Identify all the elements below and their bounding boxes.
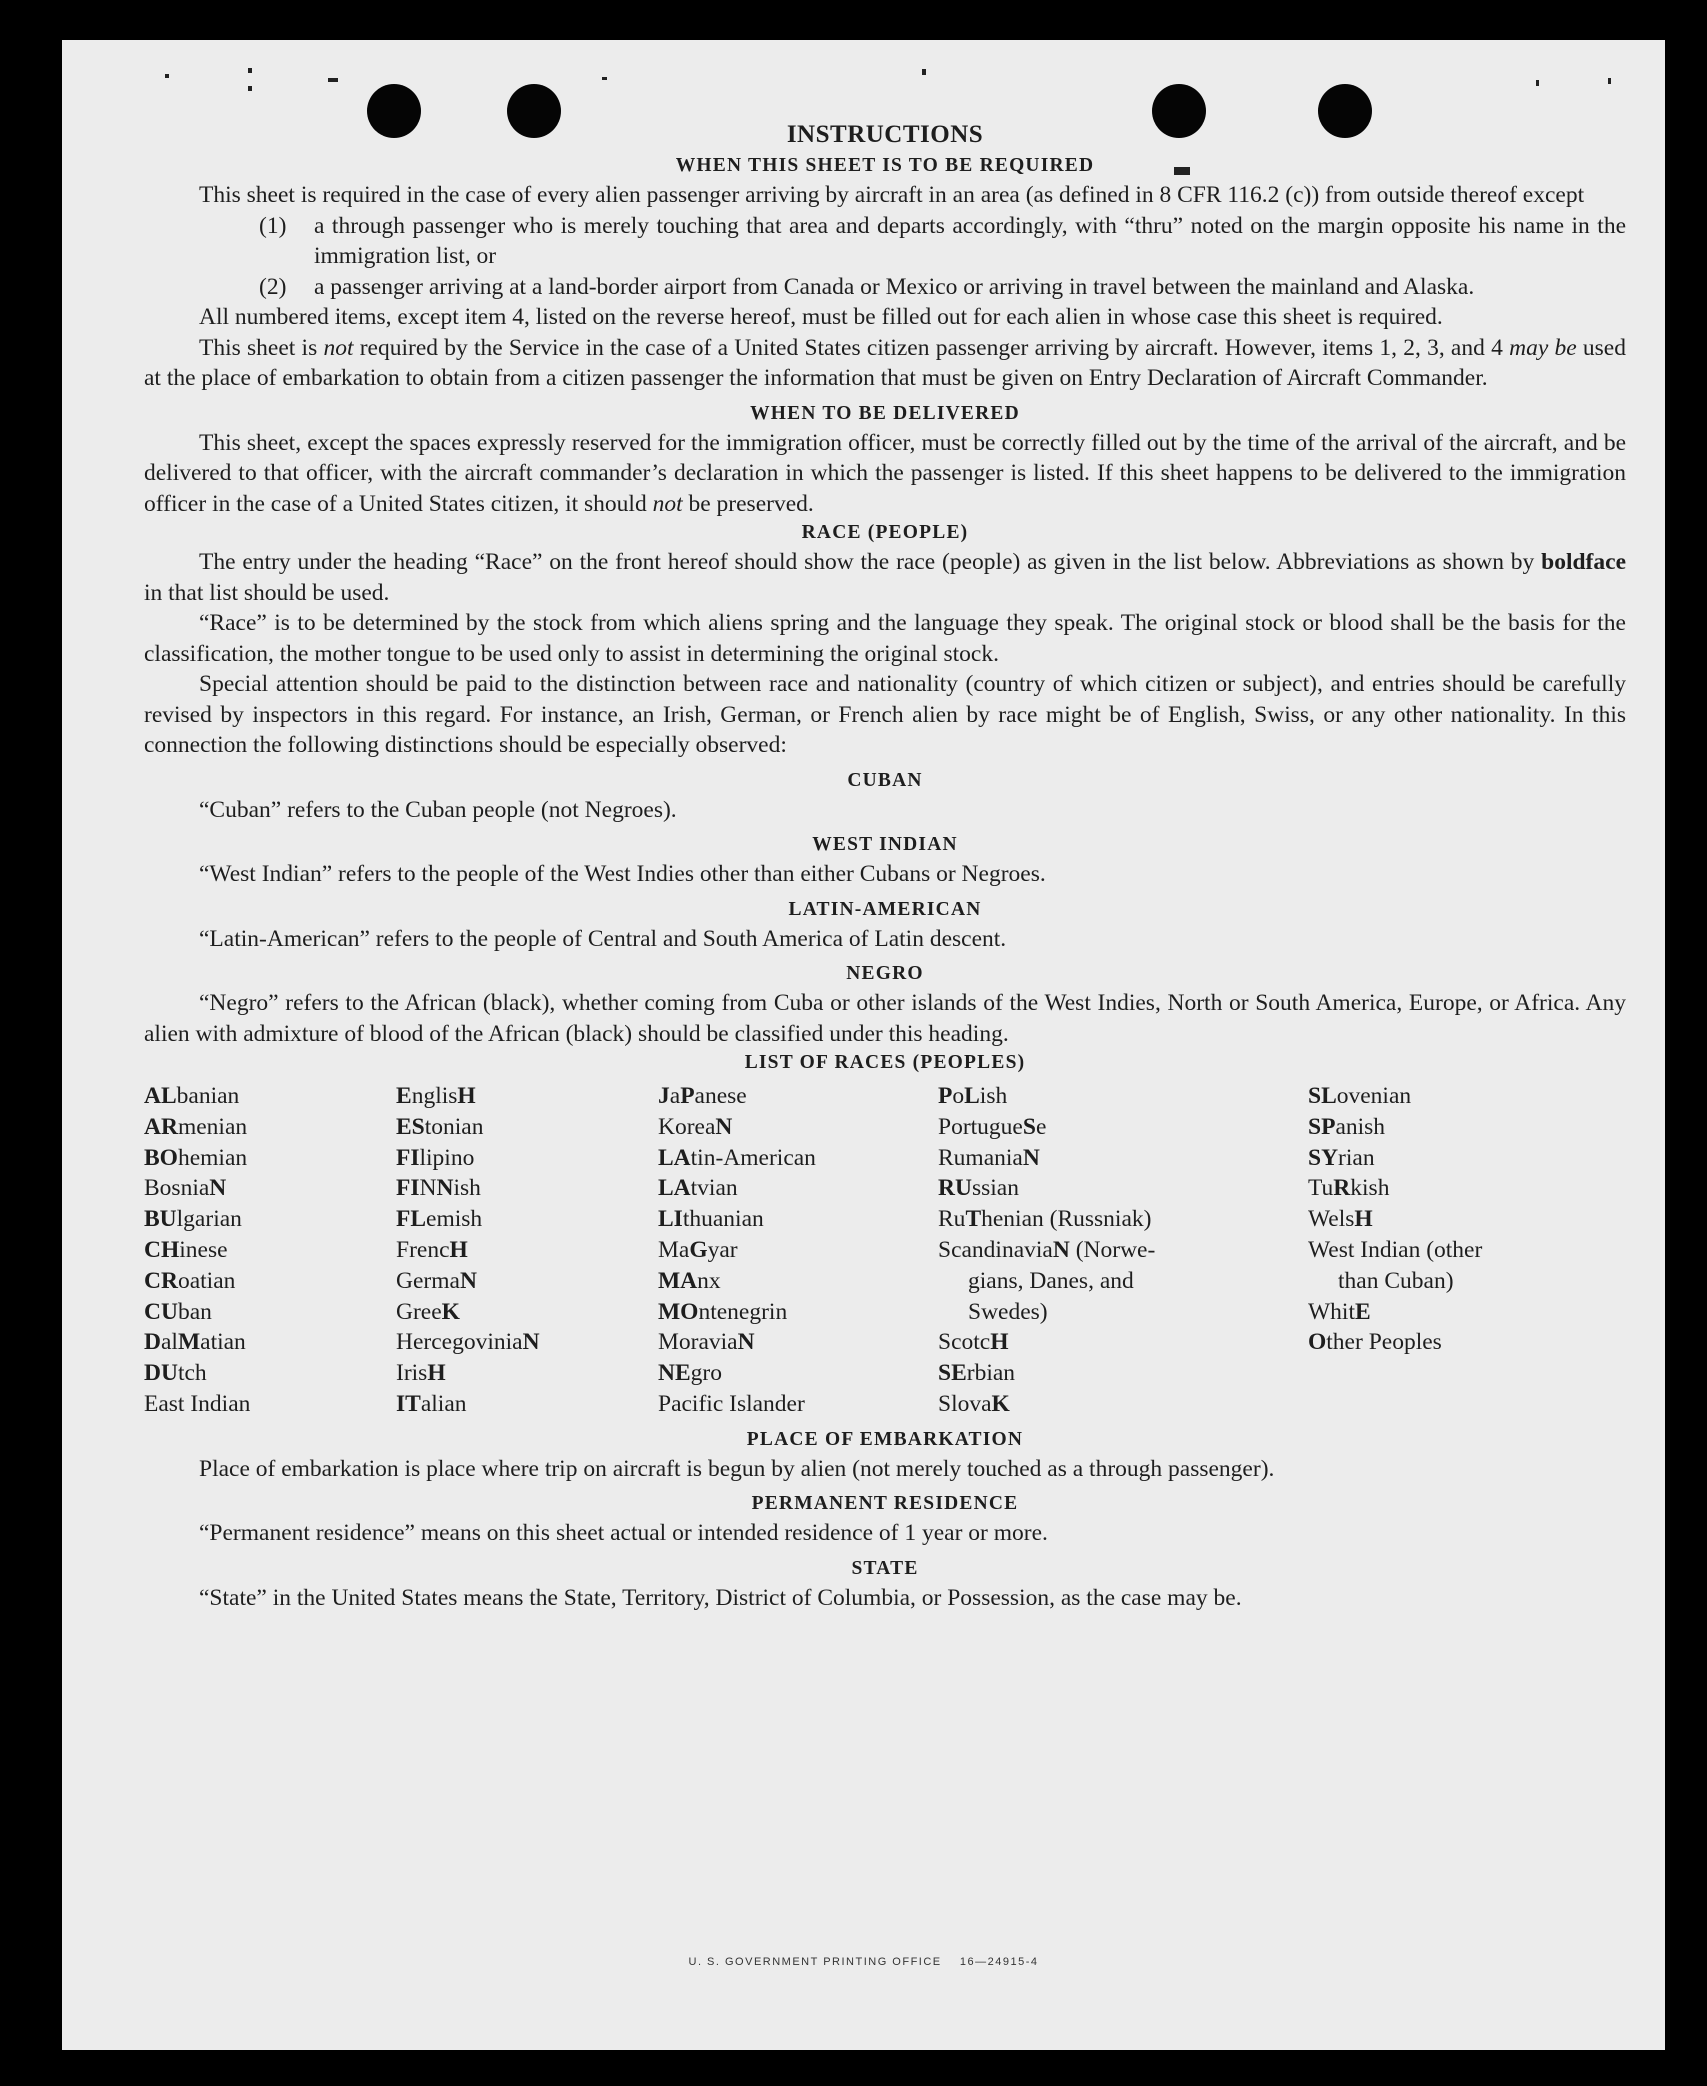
race-name-part: Pacific Islander [658, 1390, 805, 1417]
race-name-part: nx [697, 1267, 721, 1294]
west-indian-definition: “West Indian” refers to the people of the West Indies other than either Cubans or Negroes. [199, 861, 1046, 887]
race-entry [396, 1358, 658, 1389]
race-abbreviation-part: MA [658, 1267, 698, 1294]
race-name-part: rbian [966, 1360, 1016, 1387]
race-entry [1308, 1327, 1560, 1358]
race-name-part: a [669, 1083, 681, 1109]
race-entry [396, 1173, 658, 1204]
race-entry [938, 1112, 1228, 1143]
race-name-part: ssian [971, 1175, 1019, 1202]
race-abbreviation-part: FI [396, 1175, 420, 1202]
race-name-part: Rumania [938, 1144, 1023, 1171]
race-name-part: Germa [396, 1267, 460, 1294]
delivered-text-a: This sheet, except the spaces expressly reserved for the immigration officer, must be correctly filled out by the time of the arrival of the aircraft, and be delivered to that officer, with the aircraft commander’s declaration in which the passenger is listed. If this sheet happens to be delivered to the immigration officer in the case of a United States citizen, it should [144, 429, 1626, 517]
race-name-part: Hercegovinia [396, 1329, 523, 1356]
race-name-part: tonian [424, 1113, 484, 1140]
races-list [144, 1081, 1626, 1420]
race-entry [938, 1327, 1228, 1358]
latin-american-definition: “Latin-American” refers to the people of Central and South America of Latin descent. [199, 925, 1007, 952]
race-entry [144, 1173, 396, 1204]
race-name-part: N [419, 1175, 437, 1202]
race-name-part: kish [1350, 1175, 1390, 1202]
race-name-part: atian [200, 1329, 246, 1356]
race-entry [144, 1204, 396, 1235]
race-name-part: than Cuban) [1338, 1267, 1454, 1294]
race-entry [396, 1112, 658, 1143]
race-abbreviation-part: BO [144, 1144, 178, 1171]
race-name-part: anish [1335, 1113, 1386, 1140]
heading-embarkation: PLACE OF EMBARKATION [746, 1428, 1024, 1450]
race-name-part: Gree [396, 1298, 442, 1325]
citizen-paragraph [144, 333, 1626, 394]
race-name-part: Wels [1308, 1206, 1355, 1233]
race-paragraph-3: Special attention should be paid to the distinction between race and nationality (country of which citizen or subject), and entries should be carefully revised by inspectors in this regard. For instance, an Irish, German, or French alien by race might be of English, Swiss, or any other nationality. In this connection the following distinctions should be especially observed: [144, 671, 1626, 758]
race-name-part: Scotc [938, 1329, 991, 1356]
scan-speck [248, 86, 252, 91]
race-entry [938, 1143, 1228, 1174]
race-entry [1308, 1081, 1560, 1112]
race-abbreviation-part: N [459, 1267, 477, 1294]
race-entry [658, 1173, 938, 1204]
race-entry [938, 1204, 1228, 1235]
race-boldface-word: boldface [1541, 549, 1626, 575]
exception-text: a through passenger who is merely touching that area and departs accordingly, with “thru” noted on the margin opposite his name in the immigration list, or [314, 212, 1626, 269]
state-definition: “State” in the United States means the State, Territory, District of Columbia, or Possession, as the case may be. [199, 1584, 1242, 1611]
heading-state: STATE [851, 1557, 919, 1579]
race-entry [1308, 1297, 1560, 1328]
race-name-part: alian [420, 1390, 467, 1417]
race-abbreviation-part: SE [938, 1360, 967, 1387]
races-column-1 [144, 1081, 396, 1420]
delivered-emphasis-not: not [652, 490, 683, 517]
race-abbreviation-part: H [990, 1329, 1009, 1356]
race-abbreviation-part: ES [396, 1113, 425, 1140]
race-entry [144, 1143, 396, 1174]
race-name-part: banian [176, 1083, 240, 1109]
race-name-part: hemian [177, 1144, 248, 1171]
heading-when-delivered: WHEN TO BE DELIVERED [750, 402, 1020, 424]
citizen-emphasis-may-be: may be [1509, 334, 1577, 361]
race-entry [396, 1327, 658, 1358]
race-entry [1308, 1173, 1560, 1204]
race-abbreviation-part: N [436, 1175, 454, 1202]
race-abbreviation-part: T [965, 1206, 982, 1233]
race-abbreviation-part: M [177, 1329, 201, 1356]
race-name-part: Slova [938, 1390, 992, 1417]
race-abbreviation-part: S [1022, 1113, 1036, 1140]
race-abbreviation-part: SL [1308, 1083, 1337, 1109]
race-abbreviation-part: R [1333, 1175, 1351, 1202]
race-abbreviation-part: H [449, 1236, 468, 1263]
race-name-part: ish [979, 1083, 1008, 1109]
scan-speck [602, 77, 607, 80]
race-name-part: ban [177, 1298, 212, 1325]
race-entry [396, 1081, 658, 1112]
race-abbreviation-part: O [1308, 1329, 1327, 1356]
citizen-text-c: used at the place of embarkation to obtain from a citizen passenger the information that must be given on Entry Declaration of Aircraft Commander. [144, 334, 1626, 391]
race-abbreviation-part: P [938, 1083, 953, 1109]
race-abbreviation-part: N [1022, 1144, 1040, 1171]
race-name-part: Ru [938, 1206, 966, 1233]
exception-number: (2) [259, 273, 287, 300]
race-name-part: Iris [396, 1360, 428, 1387]
race-abbreviation-part: G [689, 1236, 708, 1263]
race-abbreviation-part: N [1052, 1236, 1070, 1263]
race-entry [396, 1389, 658, 1420]
race-entry [144, 1081, 396, 1112]
heading-cuban: CUBAN [847, 769, 923, 791]
race-name-part: emish [426, 1206, 483, 1233]
race-name-part: Scandinavia [938, 1236, 1053, 1263]
race-abbreviation-part: D [144, 1329, 161, 1356]
race-entry [658, 1235, 938, 1266]
race-name-part: Korea [658, 1113, 716, 1140]
race-abbreviation-part: AL [144, 1083, 177, 1109]
race-entry [658, 1358, 938, 1389]
race-name-part: oatian [177, 1267, 236, 1294]
instructions-body [144, 118, 1626, 1613]
race-entry-continuation [938, 1266, 1228, 1297]
race-abbreviation-part: AR [144, 1113, 178, 1140]
race-entry [144, 1297, 396, 1328]
race-name-part: Whit [1308, 1298, 1355, 1325]
heading-permanent-residence: PERMANENT RESIDENCE [751, 1493, 1019, 1515]
race-abbreviation-part: J [658, 1083, 670, 1109]
race-name-part: ish [453, 1175, 481, 1202]
race-abbreviation-part: SP [1308, 1113, 1336, 1140]
race-name-part: lgarian [176, 1206, 242, 1233]
race-abbreviation-part: MO [658, 1298, 699, 1325]
citizen-emphasis-not: not [323, 334, 354, 361]
race-name-part: tvian [690, 1175, 738, 1202]
race-name-part: tin-American [690, 1144, 816, 1171]
residence-definition: “Permanent residence” means on this sheet actual or intended residence of 1 year or more. [199, 1520, 1048, 1547]
race-name-part: o [952, 1083, 965, 1109]
race-entry [938, 1173, 1228, 1204]
scan-speck [1536, 80, 1539, 86]
races-column-2 [396, 1081, 658, 1420]
race-entry [658, 1266, 938, 1297]
delivered-paragraph [144, 428, 1626, 520]
race-abbreviation-part: CH [144, 1236, 180, 1263]
race-abbreviation-part: CU [144, 1298, 178, 1325]
race-name-part: gians, Danes, and [968, 1267, 1134, 1294]
race-name-part: e [1035, 1113, 1047, 1140]
heading-west-indian: WEST INDIAN [812, 834, 958, 855]
citizen-text-a: This sheet is [199, 334, 324, 361]
page-title: INSTRUCTIONS [786, 121, 984, 148]
numbered-items-paragraph: All numbered items, except item 4, listed on the reverse hereof, must be filled out for each alien in whose case this sheet is required. [199, 304, 1443, 330]
race-entry-continuation [938, 1297, 1228, 1328]
race-abbreviation-part: L [964, 1083, 980, 1109]
race-name-part: Moravia [658, 1329, 738, 1356]
race-name-part: thuanian [682, 1206, 764, 1233]
race-entry [396, 1297, 658, 1328]
heading-race: RACE (PEOPLE) [801, 522, 969, 543]
race-abbreviation-part: P [680, 1083, 695, 1109]
races-column-5 [1308, 1081, 1560, 1420]
race-abbreviation-part: LI [658, 1206, 683, 1233]
race-name-part: nglis [411, 1083, 458, 1109]
race-name-part: rian [1338, 1144, 1375, 1171]
race-entry [396, 1235, 658, 1266]
scan-speck [328, 78, 338, 82]
race-text-b: in that list should be used. [144, 579, 390, 606]
race-name-part: inese [179, 1236, 228, 1263]
race-name-part: lipino [419, 1144, 475, 1171]
race-entry [658, 1204, 938, 1235]
race-abbreviation-part: H [457, 1083, 476, 1109]
race-entry [396, 1204, 658, 1235]
race-name-part: ther Peoples [1326, 1329, 1442, 1356]
race-abbreviation-part: FI [396, 1144, 420, 1171]
race-name-part: Portugue [938, 1113, 1023, 1140]
race-abbreviation-part: K [991, 1390, 1010, 1417]
embarkation-definition: Place of embarkation is place where trip on aircraft is begun by alien (not merely touched as a through passenger). [199, 1455, 1275, 1482]
scan-speck [248, 68, 252, 73]
race-entry [938, 1358, 1228, 1389]
exception-number: (1) [259, 212, 287, 239]
race-name-part: West Indian (other [1308, 1236, 1483, 1263]
race-abbreviation-part: SY [1308, 1144, 1339, 1171]
race-entry [396, 1143, 658, 1174]
race-abbreviation-part: N [715, 1113, 733, 1140]
race-entry [396, 1266, 658, 1297]
race-name-part: Bosnia [144, 1175, 210, 1202]
scan-speck [922, 69, 926, 75]
race-entry [144, 1235, 396, 1266]
race-entry [938, 1389, 1228, 1420]
race-abbreviation-part: E [396, 1083, 412, 1109]
negro-definition: “Negro” refers to the African (black), whether coming from Cuba or other islands of the West Indies, North or South America, Europe, or Africa. Any alien with admixture of blood of the African (black) should be classified under this heading. [144, 990, 1626, 1047]
delivered-text-b: be preserved. [682, 490, 814, 517]
race-entry [658, 1297, 938, 1328]
race-name-part: tch [177, 1360, 207, 1387]
scan-speck [1608, 78, 1611, 84]
race-abbreviation-part: DU [144, 1360, 178, 1387]
race-text-a: The entry under the heading “Race” on the front hereof should show the race (people) as given in the list below. Abbreviations as shown by [199, 549, 1542, 575]
race-name-part: Ma [658, 1236, 690, 1263]
race-name-part: East Indian [144, 1390, 251, 1417]
race-entry [144, 1266, 396, 1297]
race-abbreviation-part: LA [658, 1175, 691, 1202]
race-abbreviation-part: K [441, 1298, 460, 1325]
document-page [62, 40, 1665, 2050]
when-required-intro: This sheet is required in the case of every alien passenger arriving by aircraft in an area (as defined in 8 CFR 116.2 (c)) from outside thereof except [199, 182, 1585, 208]
race-entry-continuation [1308, 1266, 1560, 1297]
race-paragraph-2: “Race” is to be determined by the stock from which aliens spring and the language they speak. The original stock or blood shall be the basis for the classification, the mother tongue to be used only to assist in determining the original stock. [144, 610, 1626, 667]
heading-negro: NEGRO [846, 963, 924, 984]
race-abbreviation-part: CR [144, 1267, 178, 1294]
race-name-part: Swedes) [968, 1298, 1048, 1325]
scan-speck [165, 74, 169, 78]
race-name-part: gro [690, 1360, 722, 1387]
race-name-part: henian (Russniak) [981, 1206, 1152, 1233]
exception-item [259, 211, 1626, 272]
races-column-4 [938, 1081, 1228, 1420]
race-abbreviation-part: BU [144, 1206, 177, 1233]
race-name-part: Frenc [396, 1236, 450, 1263]
race-abbreviation-part: E [1355, 1298, 1371, 1325]
race-abbreviation-part: H [1354, 1206, 1373, 1233]
race-entry [658, 1143, 938, 1174]
race-entry [658, 1389, 938, 1420]
race-entry [1308, 1112, 1560, 1143]
race-name-part: menian [177, 1113, 248, 1140]
race-abbreviation-part: LA [658, 1144, 691, 1171]
race-entry [144, 1112, 396, 1143]
race-entry [658, 1327, 938, 1358]
race-abbreviation-part: IT [396, 1390, 421, 1417]
race-name-part: anese [694, 1083, 747, 1109]
race-abbreviation-part: N [209, 1175, 227, 1202]
race-abbreviation-part: N [737, 1329, 755, 1356]
race-entry [1308, 1204, 1560, 1235]
cuban-definition: “Cuban” refers to the Cuban people (not Negroes). [199, 796, 677, 823]
race-entry [1308, 1143, 1560, 1174]
citizen-text-b: required by the Service in the case of a United States citizen passenger arriving by aircraft. However, items 1, 2, 3, and 4 [353, 334, 1510, 361]
exception-item [259, 272, 1626, 303]
race-name-part: (Norwe- [1069, 1236, 1156, 1263]
race-entry [658, 1081, 938, 1112]
race-abbreviation-part: H [427, 1360, 446, 1387]
heading-when-required: WHEN THIS SHEET IS TO BE REQUIRED [675, 155, 1095, 176]
race-name-part: ovenian [1336, 1083, 1412, 1109]
races-column-3 [658, 1081, 938, 1420]
race-entry [938, 1081, 1228, 1112]
race-entry [938, 1235, 1228, 1266]
race-name-part: Tu [1308, 1175, 1334, 1202]
race-name-part: al [160, 1329, 178, 1356]
race-abbreviation-part: FL [396, 1206, 427, 1233]
race-entry [658, 1112, 938, 1143]
heading-latin-american: LATIN-AMERICAN [788, 898, 982, 920]
race-abbreviation-part: NE [658, 1360, 691, 1387]
race-abbreviation-part: RU [938, 1175, 972, 1202]
race-entry [1308, 1235, 1560, 1266]
race-entry [144, 1389, 396, 1420]
race-paragraph-1 [144, 547, 1626, 608]
race-entry [144, 1358, 396, 1389]
printing-office-footer: U. S. GOVERNMENT PRINTING OFFICE 16—24915-4 [688, 1956, 1039, 1968]
race-abbreviation-part: N [522, 1329, 540, 1356]
exception-text: a passenger arriving at a land-border airport from Canada or Mexico or arriving in travel between the mainland and Alaska. [314, 273, 1475, 300]
race-name-part: yar [707, 1236, 738, 1263]
race-entry [144, 1327, 396, 1358]
heading-list-of-races: LIST OF RACES (PEOPLES) [744, 1052, 1026, 1073]
race-name-part: ntenegrin [698, 1298, 788, 1325]
